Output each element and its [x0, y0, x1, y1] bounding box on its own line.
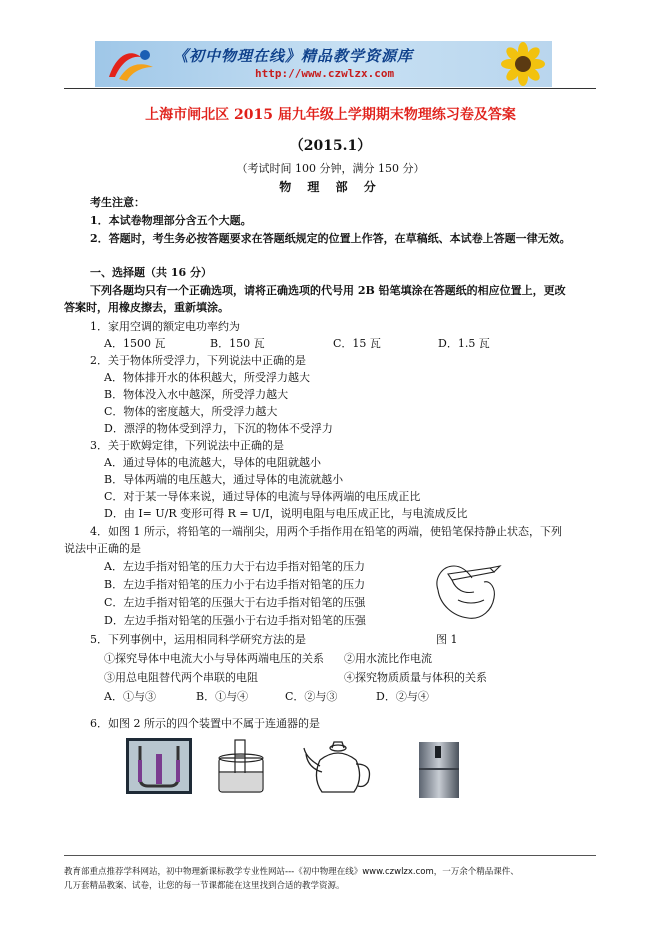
banner-title: 《初中物理在线》精品教学资源库: [173, 47, 414, 65]
document-date: （2015.1）: [289, 138, 372, 154]
hand-pencil-figure: [428, 560, 504, 624]
q3-option-b: B．导体两端的电压越大，通过导体的电流就越小: [104, 473, 344, 486]
q5-item-4: ④探究物质质量与体积的关系: [344, 671, 487, 684]
q2-option-c: C．物体的密度越大，所受浮力越大: [104, 405, 278, 418]
q5-option-a: A．①与③: [104, 690, 156, 703]
footer-line-2: 几万套精品教案、试卷，让您的每一节课都能在这里找到合适的教学资源。: [64, 881, 345, 891]
q3-option-c: C．对于某一导体来说，通过导体的电流与导体两端的电压成正比: [104, 490, 421, 503]
q4-option-c: C．左边手指对铅笔的压强大于右边手指对铅笔的压强: [104, 596, 366, 609]
part1-heading: 一、选择题（共 16 分）: [90, 266, 212, 279]
teapot-figure: [302, 738, 376, 798]
section-title: 物 理 部 分: [279, 180, 382, 194]
header-banner: [95, 41, 552, 87]
q1-option-b: B．150 瓦: [210, 337, 265, 350]
exam-info: （考试时间 100 分钟，满分 150 分）: [236, 162, 425, 175]
notice-item-1: 1．本试卷物理部分含五个大题。: [90, 214, 252, 227]
part1-instruction-1: 下列各题均只有一个正确选项，请将正确选项的代号用 2B 铅笔填涂在答题纸的相应位置上，更改: [90, 284, 566, 297]
q4-option-d: D．左边手指对铅笔的压强小于右边手指对铅笔的压强: [104, 614, 366, 627]
footer-divider: [64, 855, 596, 856]
footer-line-1: 教育部重点推荐学科网站，初中物理新课标教学专业性网站---《初中物理在线》www.czwlzx.com，一万余个精品课件、: [64, 867, 519, 877]
banner-url[interactable]: http://www.czwlzx.com: [255, 67, 395, 80]
notice-item-2: 2．答题时，考生务必按答题要求在答题纸规定的位置上作答，在草稿纸、本试卷上答题一律无效。: [90, 232, 571, 245]
q5-item-1: ①探究导体中电流大小与导体两端电压的关系: [104, 652, 324, 665]
q1-option-a: A．1500 瓦: [104, 337, 166, 350]
notice-heading: 考生注意：: [90, 196, 145, 209]
part1-instruction-2: 答案时，用橡皮擦去，重新填涂。: [64, 301, 229, 314]
site-logo-icon: [101, 43, 161, 85]
q5-item-2: ②用水流比作电流: [344, 652, 432, 665]
q3-option-a: A．通过导体的电流越大，导体的电阻就越小: [104, 456, 321, 469]
q4-option-b: B．左边手指对铅笔的压力小于右边手指对铅笔的压力: [104, 578, 366, 591]
q1-option-c: C．15 瓦: [333, 337, 381, 350]
q5-option-b: B．①与④: [196, 690, 249, 703]
q5-option-d: D．②与④: [376, 690, 429, 703]
q2-stem: 2．关于物体所受浮力，下列说法中正确的是: [90, 354, 306, 367]
q5-option-c: C．②与③: [285, 690, 338, 703]
q5-item-3: ③用总电阻替代两个串联的电阻: [104, 671, 258, 684]
header-divider: [64, 88, 596, 89]
q6-stem: 6．如图 2 所示的四个装置中不属于连通器的是: [90, 717, 320, 730]
q5-stem: 5．下列事例中，运用相同科学研究方法的是: [90, 633, 306, 646]
water-tank-photo: [417, 738, 461, 800]
q3-stem: 3．关于欧姆定律，下列说法中正确的是: [90, 439, 284, 452]
q2-option-b: B．物体没入水中越深，所受浮力越大: [104, 388, 289, 401]
q4-stem-1: 4．如图 1 所示，将铅笔的一端削尖，用两个手指作用在铅笔的两端，使铅笔保持静止状态，下列: [90, 525, 562, 538]
q4-stem-2: 说法中正确的是: [64, 542, 141, 555]
q1-stem: 1．家用空调的额定电功率约为: [90, 320, 240, 333]
q4-option-a: A．左边手指对铅笔的压力大于右边手指对铅笔的压力: [104, 560, 365, 573]
q1-option-d: D．1.5 瓦: [438, 337, 490, 350]
tube-in-beaker-figure: [213, 738, 269, 796]
sunflower-icon: [493, 41, 552, 87]
q2-option-a: A．物体排开水的体积越大，所受浮力越大: [104, 371, 310, 384]
figure-1-label: 图 1: [436, 633, 458, 646]
document-title: 上海市闸北区 2015 届九年级上学期期末物理练习卷及答案: [145, 107, 516, 123]
communicating-tubes-photo: [126, 738, 192, 794]
q2-option-d: D．漂浮的物体受到浮力，下沉的物体不受浮力: [104, 422, 333, 435]
q3-option-d: D．由 I= U/R 变形可得 R = U/I，说明电阻与电压成正比，与电流成反比: [104, 507, 468, 520]
